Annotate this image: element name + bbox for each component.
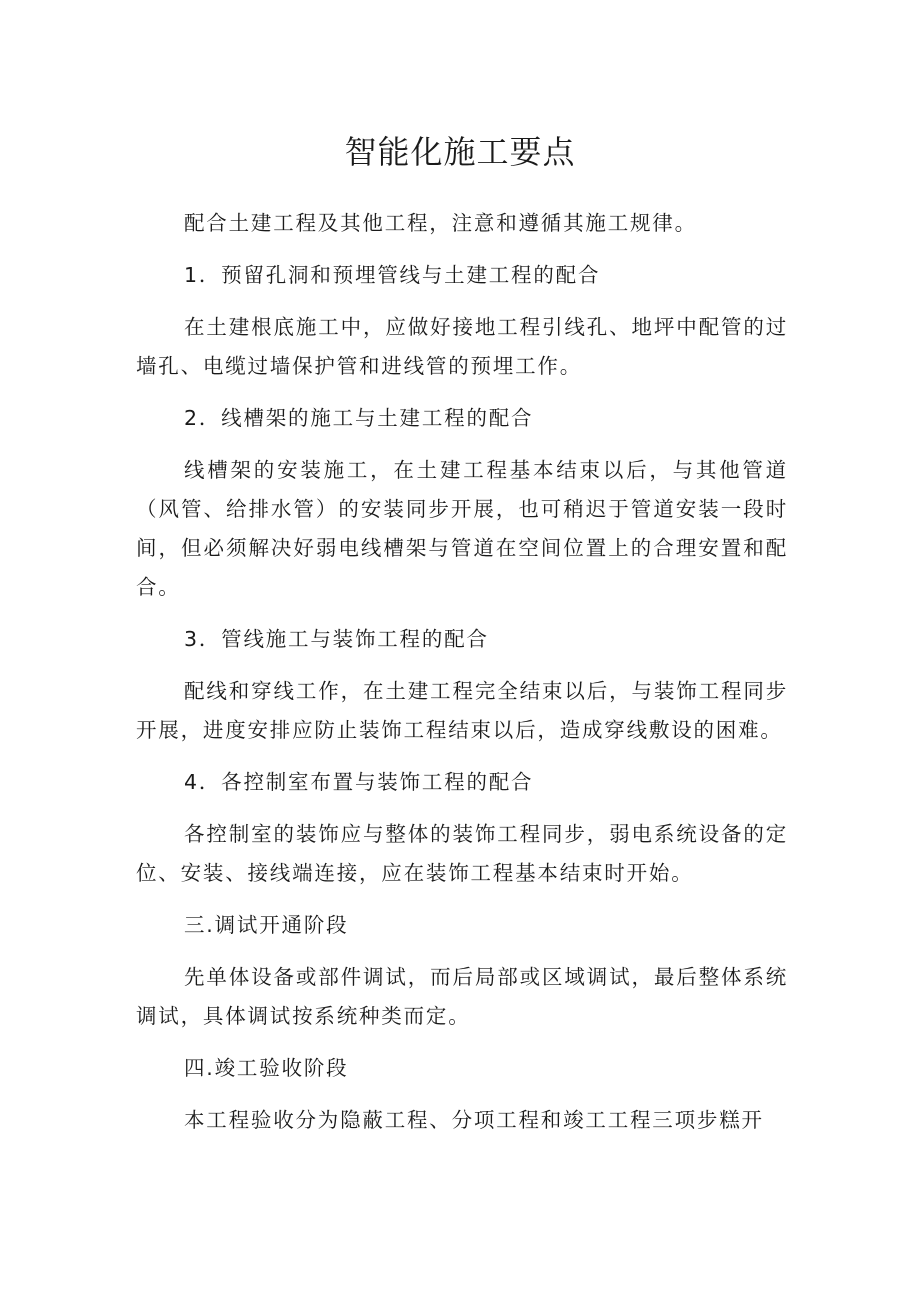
paragraph-2: 线槽架的安装施工，在土建工程基本结束以后，与其他管道（风管、给排水管）的安装同步开展，也可稍迟于管道安装一段时间，但必须解决好弱电线槽架与管道在空间位置上的合理安置和配合。 [136,458,788,599]
section-heading-4: 4．各控制室布置与装饰工程的配合 [184,770,534,794]
section-heading-2: 2．线槽架的施工与土建工程的配合 [184,406,534,430]
paragraph-3: 配线和穿线工作，在土建工程完全结束以后，与装饰工程同步开展，进度安排应防止装饰工程结束以后，造成穿线敷设的困难。 [136,679,788,742]
paragraph-1: 在土建根底施工中，应做好接地工程引线孔、地坪中配管的过墙孔、电缆过墙保护管和进线管的预埋工作。 [136,315,788,378]
section-heading-acceptance: 四.竣工验收阶段 [184,1056,349,1080]
page-title: 智能化施工要点 [344,133,576,171]
document-body [136,204,788,1153]
section-heading-1: 1．预留孔洞和预埋管线与土建工程的配合 [184,263,601,287]
paragraph-acceptance: 本工程验收分为隐蔽工程、分项工程和竣工工程三项步糕开 [184,1108,764,1132]
section-heading-3: 3．管线施工与装饰工程的配合 [184,627,489,651]
paragraph-4: 各控制室的装饰应与整体的装饰工程同步，弱电系统设备的定位、安装、接线端连接，应在装饰工程基本结束时开始。 [136,822,788,885]
paragraph-testing: 先单体设备或部件调试，而后局部或区域调试，最后整体系统调试，具体调试按系统种类而定。 [136,965,788,1028]
paragraph-intro: 配合土建工程及其他工程，注意和遵循其施工规律。 [184,211,697,235]
section-heading-testing: 三.调试开通阶段 [184,913,349,937]
